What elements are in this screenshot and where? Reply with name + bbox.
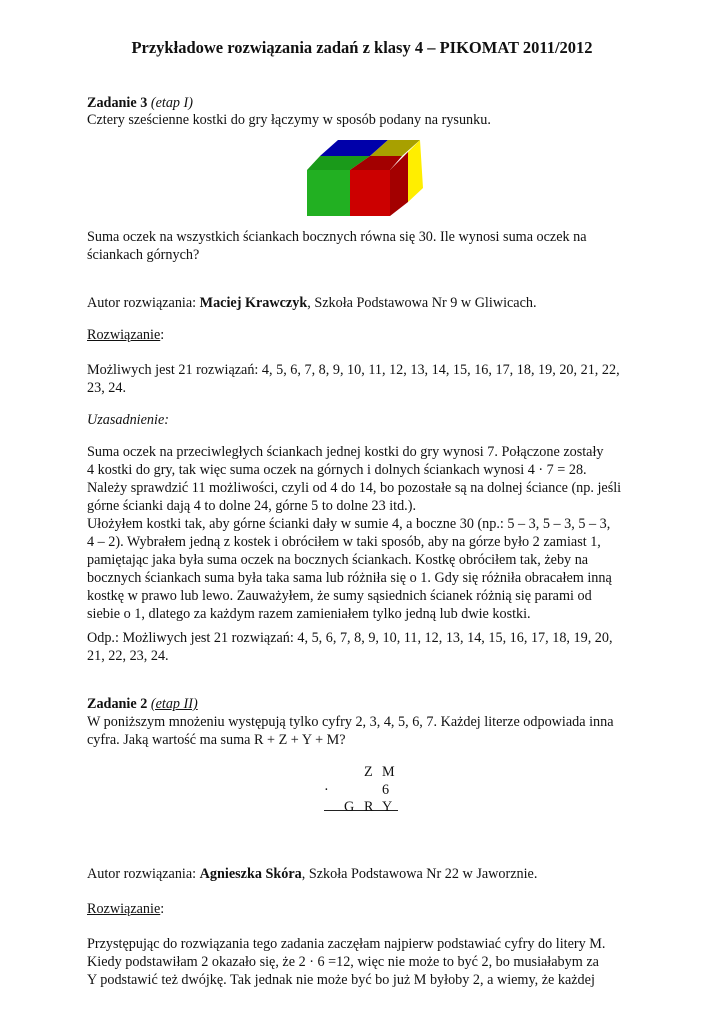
author-school: , Szkoła Podstawowa Nr 22 w Jaworznie. xyxy=(301,866,538,882)
justification-line: siebie o 1, dlatego za każdym razem zamieniałem tylko jedną lub dwie kostki. xyxy=(87,606,531,622)
task3-stage: (etap I) xyxy=(150,95,194,111)
task2-intro xyxy=(87,713,647,749)
task3-author xyxy=(87,294,647,312)
author-name: Maciej Krawczyk xyxy=(199,295,308,311)
task2-heading-label: Zadanie 2 xyxy=(87,696,148,712)
page-title: Przykładowe rozwiązania zadań z klasy 4 – PIKOMAT 2011/2012 xyxy=(131,38,593,57)
answer-line: Możliwych jest 21 rozwiązań: 4, 5, 6, 7, 8, 9, 10, 11, 12, 13, 14, 15, 16, 17, 18, 19, 20, 21, 22, xyxy=(87,362,620,378)
justification-line: kostkę w prawo lub lewo. Zauważyłem, że sumy sąsiednich ścianek różnią się parami od xyxy=(87,588,592,604)
multiplicand-row xyxy=(318,764,398,782)
digit-letter: R xyxy=(364,799,374,815)
justification-line: 4 kostki do gry, tak więc suma oczek na górnych i dolnych ściankach wynosi 4 · 7 = 28. xyxy=(87,462,587,478)
solution-colon: : xyxy=(160,327,165,343)
final-answer-line: 21, 22, 23, 24. xyxy=(87,648,169,664)
multiplication-scheme xyxy=(318,764,398,817)
justification-line: Suma oczek na przeciwległych ściankach jednej kostki do gry wynosi 7. Połączone zostały xyxy=(87,444,604,460)
solution-line: Przystępując do rozwiązania tego zadania zaczęłam najpierw podstawiać cyfry do litery M. xyxy=(87,936,606,952)
task3-solution-label xyxy=(87,326,647,344)
solution-colon: : xyxy=(160,901,165,917)
task2-solution xyxy=(87,935,647,989)
solution-line: Kiedy podstawiłam 2 okazało się, że 2 · 6 =12, więc nie może to być 2, bo musiałabym za xyxy=(87,954,599,970)
multiplier: 6 xyxy=(382,781,390,798)
task2-heading xyxy=(87,695,647,713)
task3-intro: Cztery sześcienne kostki do gry łączymy w sposób podany na rysunku. xyxy=(87,112,491,128)
solution-label: Rozwiązanie xyxy=(87,901,161,917)
task3-heading-label: Zadanie 3 xyxy=(87,95,148,111)
cube-front-red xyxy=(350,170,390,216)
justification-line: bocznych ściankach suma była taka sama lub różniła się o 1. Gdy się różniła obracałem inną xyxy=(87,570,612,586)
digit-letter: Z xyxy=(364,764,373,780)
answer-line: 23, 24. xyxy=(87,380,127,396)
intro-line: cyfra. Jaką wartość ma suma R + Z + Y + M? xyxy=(87,732,346,748)
intro-line: W poniższym mnożeniu występują tylko cyfry 2, 3, 4, 5, 6, 7. Każdej literze odpowiada inna xyxy=(87,714,614,730)
cube-front-green xyxy=(307,170,350,216)
justification-line: 4 – 2). Wybrałem jedną z kostek i obróciłem w taki sposób, aby na górze było 2 zamiast 1, xyxy=(87,534,601,550)
author-prefix: Autor rozwiązania: xyxy=(87,295,200,311)
task2-stage: (etap II) xyxy=(150,696,198,712)
task3-answer xyxy=(87,361,647,397)
justification-line: pamiętając jaka była suma oczek na bocznych ściankach. Kostkę obróciłem tak, żeby na xyxy=(87,552,589,568)
digit-letter: Y xyxy=(382,799,393,815)
dice-cubes-figure xyxy=(300,138,430,218)
justification-line: Ułożyłem kostki tak, aby górne ścianki dały w sumie 4, a boczne 30 (np.: 5 – 3, 5 – 3, 5 – 3, xyxy=(87,516,611,532)
task2-author xyxy=(87,865,647,883)
solution-line: Y podstawić też dwójkę. Tak jednak nie może być bo już M byłoby 2, a wiemy, że każdej xyxy=(87,972,595,988)
task3-justification-label: Uzasadnienie: xyxy=(87,412,169,428)
author-name: Agnieszka Skóra xyxy=(199,866,302,882)
justification-line: górne ścianki dają 4 to dolne 24, górne 5 to dolne 23 itd.). xyxy=(87,498,417,514)
author-prefix: Autor rozwiązania: xyxy=(87,866,200,882)
cube-side-yellow xyxy=(408,140,423,202)
final-answer-line: Odp.: Możliwych jest 21 rozwiązań: 4, 5, 6, 7, 8, 9, 10, 11, 12, 13, 14, 15, 16, 17, 18, 19, 20, xyxy=(87,630,613,646)
author-school: , Szkoła Podstawowa Nr 9 w Gliwicach. xyxy=(307,295,537,311)
multiply-operator: · xyxy=(324,781,329,798)
solution-label: Rozwiązanie xyxy=(87,327,161,343)
result-row xyxy=(318,799,398,817)
task3-justification xyxy=(87,443,647,623)
question-line: Suma oczek na wszystkich ściankach bocznych równa się 30. Ile wynosi suma oczek na xyxy=(87,229,587,245)
task3-final-answer xyxy=(87,629,647,665)
task2-solution-label xyxy=(87,900,647,918)
task3-heading xyxy=(87,94,647,112)
multiplier-row xyxy=(318,782,398,800)
digit-letter: M xyxy=(382,764,395,780)
question-line: ściankach górnych? xyxy=(87,247,200,263)
digit-letter: G xyxy=(344,799,355,815)
justification-line: Należy sprawdzić 11 możliwości, czyli od 4 do 14, bo pozostałe są na dolnej ściance (np. jeśli xyxy=(87,480,622,496)
task3-question xyxy=(87,228,647,264)
